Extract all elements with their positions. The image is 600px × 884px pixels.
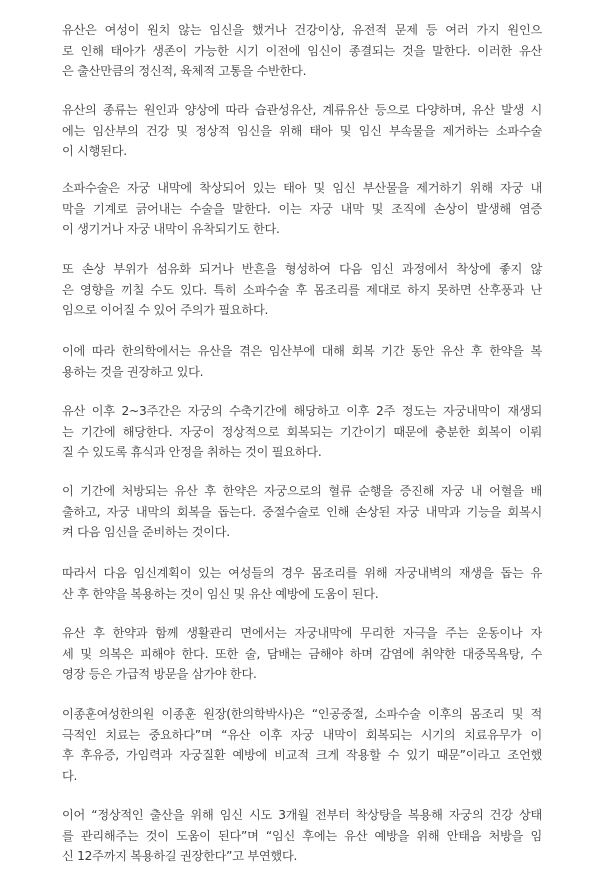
text-line: 은 출산만큼의 정신적, 육체적 고통을 수반한다. bbox=[62, 64, 307, 78]
text-line: 신 12주까지 복용하길 권장한다”고 부연했다. bbox=[62, 849, 298, 863]
text-line: 는 기간에 해당한다. 자궁이 정상적으로 회복되는 기간이기 때문에 충분한 회복이 이뤄 bbox=[62, 424, 542, 439]
text-line: 극적인 치료는 중요하다”며 “유산 이후 자궁 내막이 회복되는 시기의 치료유무가 이 bbox=[62, 727, 542, 742]
text-line: 이에 따라 한의학에서는 유산을 겪은 임산부에 대해 회복 기간 동안 유산 후 한약을 복 bbox=[62, 344, 542, 358]
text-line: 유산의 종류는 원인과 양상에 따라 습관성유산, 계류유산 등으로 다양하며, 유산 발생 시 bbox=[62, 103, 542, 117]
text-line: 막을 기계로 긁어내는 수술을 말한다. 이는 자궁 내막 및 조직에 손상이 발생해 염증 bbox=[62, 201, 542, 216]
text-line: 에는 임산부의 건강 및 정상적 임신을 위해 태아 및 임신 부속물을 제거하는 소파수술 bbox=[62, 123, 542, 138]
paragraph-7 bbox=[62, 481, 542, 543]
text-line: 질 수 있도록 휴식과 안정을 취하는 것이 필요하다. bbox=[62, 445, 322, 459]
text-line: 용하는 것을 권장하고 있다. bbox=[62, 364, 204, 379]
text-line: 이 생기거나 자궁 내막이 유착되기도 한다. bbox=[62, 222, 280, 236]
text-line: 이 기간에 처방되는 유산 후 한약은 자궁으로의 혈류 순행을 증진해 자궁 내 어혈을 배 bbox=[62, 484, 542, 498]
paragraph-10 bbox=[62, 704, 542, 786]
text-line: 이종훈여성한의원 이종훈 원장(한의학박사)은 “인공중절, 소파수술 이후의 몸조리 및 적 bbox=[62, 707, 542, 721]
text-line: 로 인해 태아가 생존이 가능한 시기 이전에 임신이 종결되는 것을 말한다. 이러한 유산 bbox=[62, 43, 542, 58]
paragraph-8 bbox=[62, 563, 542, 604]
text-line: 유산은 여성이 원치 않는 임신을 했거나 건강이상, 유전적 문제 등 여러 가지 원인으 bbox=[62, 23, 542, 37]
text-line: 를 관리해주는 것이 도움이 된다”며 “임신 후에는 유산 예방을 위해 안태음 처방을 임 bbox=[62, 828, 542, 843]
paragraph-2 bbox=[62, 100, 542, 162]
text-line: 유산 이후 2~3주간은 자궁의 수축기간에 해당하고 이후 2주 정도는 자궁내막이 재생되 bbox=[62, 404, 542, 418]
text-line: 이어 “정상적인 출산을 위해 임신 시도 3개월 전부터 착상탕을 복용해 자궁의 건강 상태 bbox=[62, 808, 542, 822]
text-line: 또 손상 부위가 섬유화 되거나 반흔을 형성하여 다음 임신 과정에서 착상에 좋지 않 bbox=[62, 262, 542, 276]
text-line: 은 영향을 끼칠 수도 있다. 특히 소파수술 후 몸조리를 제대로 하지 못하면 산후풍과 난 bbox=[62, 282, 542, 297]
paragraph-3 bbox=[62, 178, 542, 240]
text-line: 후 후유증, 가임력과 자궁질환 예방에 비교적 크게 작용할 수 있기 때문”이라고 조언했 bbox=[62, 748, 542, 762]
text-line: 세 및 의복은 피해야 한다. 또한 술, 담배는 금해야 하며 감염에 취약한 대중목욕탕, 수 bbox=[62, 646, 542, 661]
paragraph-6 bbox=[62, 401, 542, 463]
text-line: 유산 후 한약과 함께 생활관리 면에서는 자궁내막에 무리한 자극을 주는 운동이나 자 bbox=[62, 626, 542, 640]
text-line: 산 후 한약을 복용하는 것이 임신 및 유산 예방에 도움이 된다. bbox=[62, 586, 379, 601]
text-line: 따라서 다음 임신계획이 있는 여성들의 경우 몸조리를 위해 자궁내벽의 재생을 돕는 유 bbox=[62, 566, 542, 580]
paragraph-9 bbox=[62, 623, 542, 685]
text-line: 켜 다음 임신을 준비하는 것이다. bbox=[62, 525, 230, 539]
text-line: 임으로 이어질 수 있어 주의가 필요하다. bbox=[62, 303, 269, 317]
text-line: 출하고, 자궁 내막의 회복을 돕는다. 중절수술로 인해 손상된 자궁 내막과 기능을 회복시 bbox=[62, 504, 542, 519]
paragraph-5 bbox=[62, 341, 542, 382]
text-line: 다. bbox=[62, 768, 78, 783]
text-line: 영장 등은 가급적 방문을 삼가야 한다. bbox=[62, 667, 257, 681]
text-line: 이 시행된다. bbox=[62, 144, 127, 158]
paragraph-11 bbox=[62, 805, 542, 867]
paragraph-4 bbox=[62, 259, 542, 321]
paragraph-1 bbox=[62, 20, 542, 82]
text-line: 소파수술은 자궁 내막에 착상되어 있는 태아 및 임신 부산물을 제거하기 위해 자궁 내 bbox=[62, 181, 542, 195]
